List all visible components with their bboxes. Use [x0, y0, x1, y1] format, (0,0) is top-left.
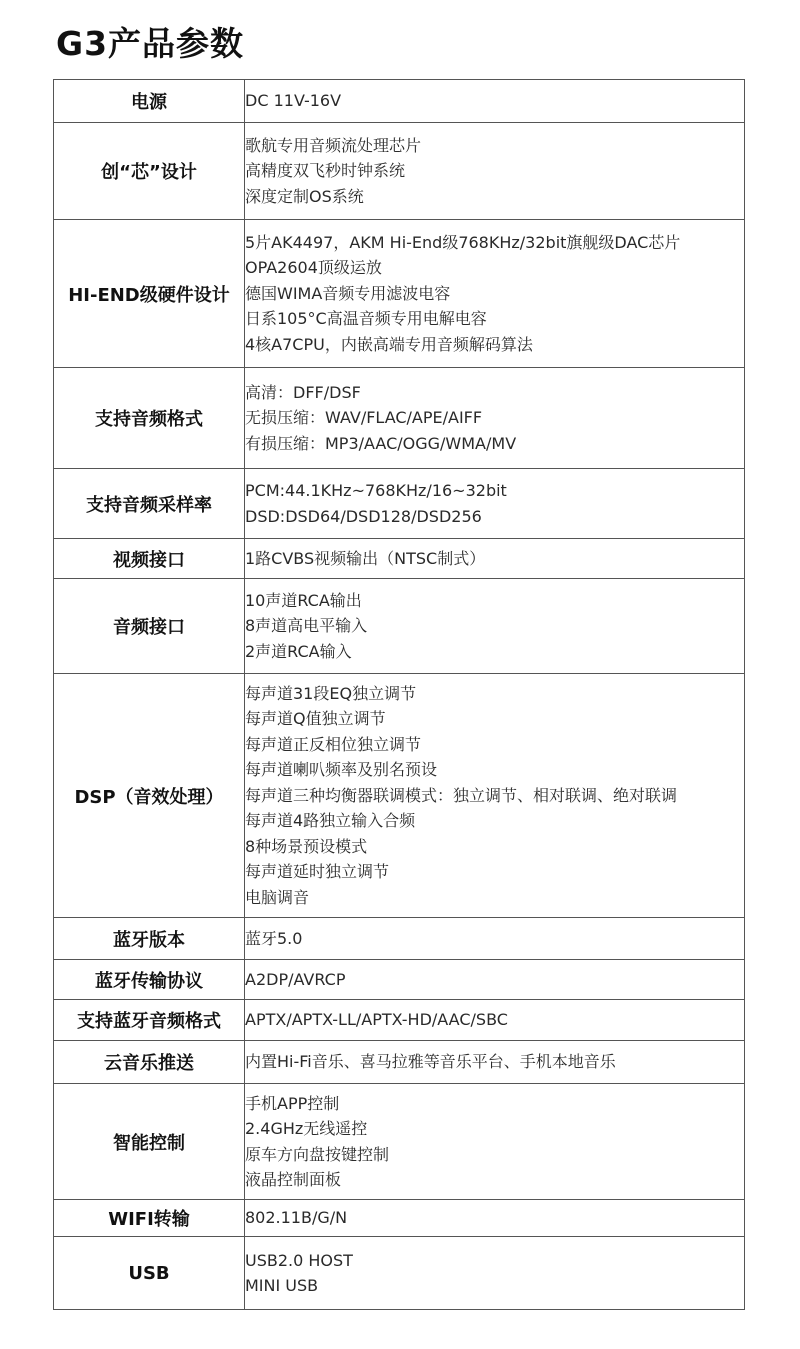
spec-value-line: 每声道三种均衡器联调模式：独立调节、相对联调、绝对联调	[245, 785, 678, 805]
spec-value	[245, 1237, 745, 1310]
spec-label: 支持音频格式	[54, 368, 245, 469]
spec-table	[53, 79, 745, 1310]
spec-row	[54, 80, 745, 123]
spec-value-line: 有损压缩：MP3/AAC/OGG/WMA/MV	[245, 433, 517, 453]
spec-label: 智能控制	[54, 1084, 245, 1200]
spec-row	[54, 469, 745, 539]
spec-value-line: 802.11B/G/N	[245, 1208, 348, 1228]
spec-label: USB	[54, 1237, 245, 1310]
spec-value-line: 电脑调音	[245, 887, 310, 907]
spec-value-line: 歌航专用音频流处理芯片	[245, 135, 422, 155]
spec-value-line: A2DP/AVRCP	[245, 969, 346, 989]
spec-value-line: MINI USB	[245, 1276, 319, 1295]
spec-value-line: 1路CVBS视频输出（NTSC制式）	[245, 548, 486, 568]
spec-value-line: 每声道喇叭频率及别名预设	[245, 760, 438, 780]
spec-label: 创“芯”设计	[54, 123, 245, 220]
spec-label: 电源	[54, 80, 245, 123]
spec-value	[245, 918, 745, 960]
spec-label: HI-END级硬件设计	[54, 220, 245, 368]
spec-label: 蓝牙传输协议	[54, 960, 245, 1000]
spec-value-line: 每声道4路独立输入合频	[245, 811, 416, 831]
spec-label: WIFI转输	[54, 1200, 245, 1237]
spec-value-line: 手机APP控制	[245, 1093, 340, 1113]
spec-value-line: 深度定制OS系统	[245, 186, 364, 206]
spec-value	[245, 1200, 745, 1237]
spec-table-body	[54, 80, 745, 1310]
spec-value-line: OPA2604顶级运放	[245, 258, 382, 278]
spec-value-line: APTX/APTX-LL/APTX-HD/AAC/SBC	[245, 1010, 508, 1030]
spec-row	[54, 1084, 745, 1200]
spec-row	[54, 1000, 745, 1041]
spec-value	[245, 123, 745, 220]
spec-label: 云音乐推送	[54, 1041, 245, 1084]
spec-value-line: 2声道RCA输入	[245, 641, 352, 661]
spec-label: 蓝牙版本	[54, 918, 245, 960]
spec-row	[54, 579, 745, 674]
spec-label: 支持蓝牙音频格式	[54, 1000, 245, 1041]
spec-label: 支持音频采样率	[54, 469, 245, 539]
spec-row	[54, 918, 745, 960]
spec-label: DSP（音效处理）	[54, 674, 245, 918]
spec-value-line: 每声道正反相位独立调节	[245, 734, 422, 754]
spec-value-line: 无损压缩：WAV/FLAC/APE/AIFF	[245, 408, 483, 428]
spec-row	[54, 1041, 745, 1084]
spec-row	[54, 674, 745, 918]
spec-value	[245, 539, 745, 579]
spec-value	[245, 579, 745, 674]
spec-value-line: 2.4GHz无线遥控	[245, 1119, 368, 1138]
spec-value	[245, 368, 745, 469]
spec-value-line: 每声道延时独立调节	[245, 862, 390, 882]
spec-value-line: PCM:44.1KHz~768KHz/16~32bit	[245, 481, 507, 500]
spec-label: 音频接口	[54, 579, 245, 674]
spec-value	[245, 1041, 745, 1084]
spec-value-line: DC 11V-16V	[245, 91, 342, 111]
spec-value-line: 8种场景预设模式	[245, 836, 368, 856]
spec-value-line: 液晶控制面板	[245, 1170, 342, 1189]
spec-value	[245, 80, 745, 123]
spec-value-line: 10声道RCA输出	[245, 590, 362, 610]
spec-row	[54, 220, 745, 368]
spec-value-line: 高精度双飞秒时钟系统	[245, 161, 406, 181]
spec-row	[54, 1237, 745, 1310]
spec-label: 视频接口	[54, 539, 245, 579]
spec-value	[245, 960, 745, 1000]
spec-row	[54, 539, 745, 579]
spec-value-line: 高清：DFF/DSF	[245, 382, 361, 402]
spec-value	[245, 674, 745, 918]
spec-value	[245, 1000, 745, 1041]
spec-value-line: 原车方向盘按键控制	[245, 1144, 390, 1164]
spec-value	[245, 220, 745, 368]
spec-value-line: 内置Hi-Fi音乐、喜马拉雅等音乐平台、手机本地音乐	[245, 1052, 616, 1072]
spec-value	[245, 1084, 745, 1200]
spec-row	[54, 1200, 745, 1237]
spec-value-line: USB2.0 HOST	[245, 1250, 353, 1270]
spec-row	[54, 960, 745, 1000]
spec-value-line: 蓝牙5.0	[245, 928, 303, 948]
spec-value-line: DSD:DSD64/DSD128/DSD256	[245, 506, 482, 526]
spec-value-line: 8声道高电平输入	[245, 616, 368, 636]
spec-value	[245, 469, 745, 539]
page-title: G3产品参数	[56, 24, 245, 63]
spec-value-line: 德国WIMA音频专用滤波电容	[245, 283, 451, 303]
spec-value-line: 每声道31段EQ独立调节	[245, 683, 417, 703]
spec-value-line: 日系105°C高温音频专用电解电容	[245, 309, 487, 329]
spec-row	[54, 123, 745, 220]
spec-value-line: 4核A7CPU，内嵌高端专用音频解码算法	[245, 334, 533, 354]
spec-value-line: 5片AK4497，AKM Hi-End级768KHz/32bit旗舰级DAC芯片	[245, 232, 681, 252]
spec-value-line: 每声道Q值独立调节	[245, 709, 386, 729]
spec-row	[54, 368, 745, 469]
